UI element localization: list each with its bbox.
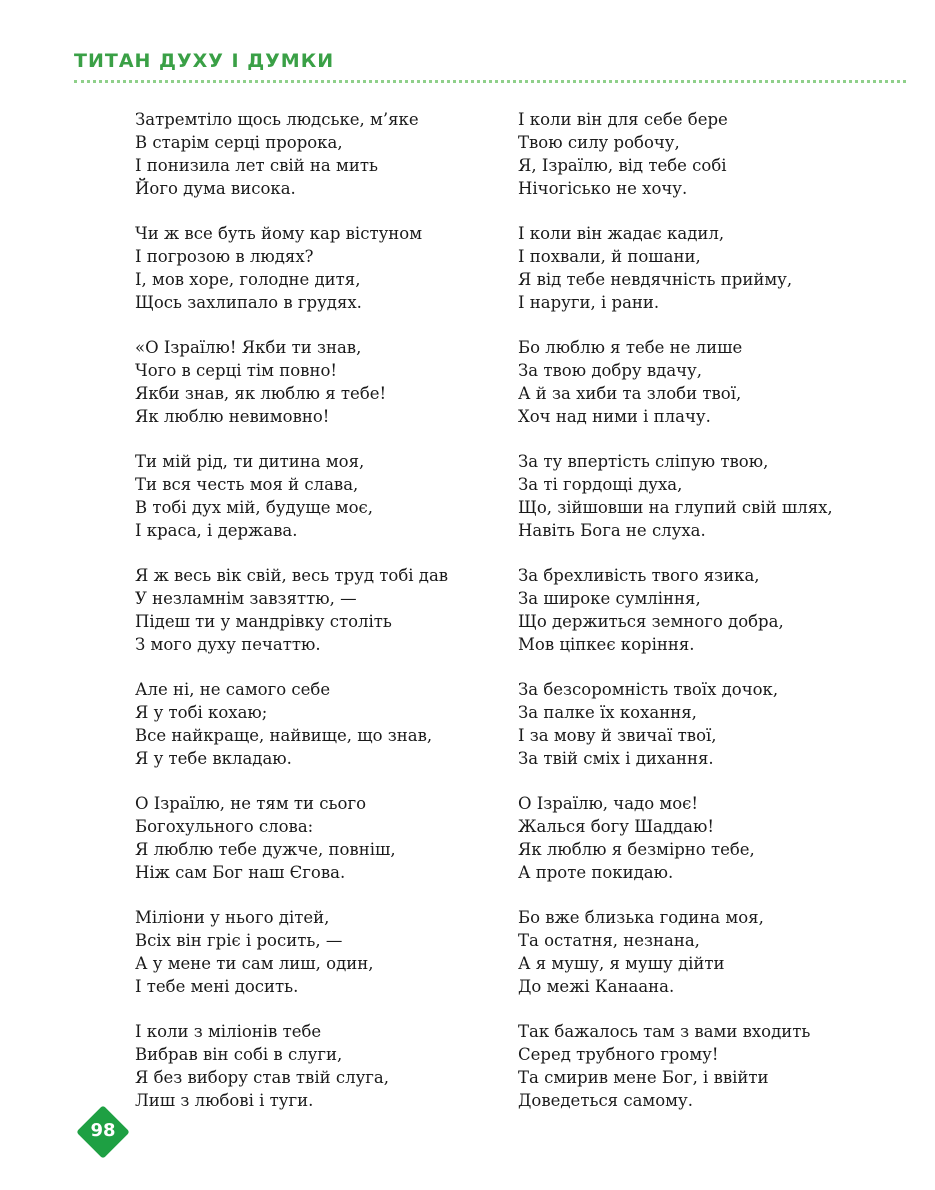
- running-header-title: ТИТАН ДУХУ І ДУМКИ: [74, 50, 335, 72]
- poem-line: Всіх він гріє і росить, —: [135, 931, 343, 950]
- poem-line: Я у тобі кохаю;: [135, 703, 268, 722]
- poem-line: Як люблю я безмірно тебе,: [518, 840, 755, 859]
- poem-line: Я, Ізраїлю, від тебе собі: [518, 156, 727, 175]
- poem-line: І наруги, і рани.: [518, 293, 660, 312]
- poem-line: Так бажалось там з вами входить: [518, 1022, 811, 1041]
- poem-line: За твою добру вдачу,: [518, 361, 703, 380]
- poem-line: Ти вся честь моя й слава,: [135, 475, 359, 494]
- poem-line: Чи ж все буть йому кар вістуном: [135, 224, 423, 243]
- poem-line: В старім серці пророка,: [135, 133, 343, 152]
- poem-line: Його дума висока.: [135, 179, 296, 198]
- poem-line: Бо вже близька година моя,: [518, 908, 764, 927]
- poem-line: За ті гордощі духа,: [518, 475, 683, 494]
- poem-line: До межі Канаана.: [518, 977, 675, 996]
- poem-line: І похвали, й пошани,: [518, 247, 701, 266]
- poem-line: Ти мій рід, ти дитина моя,: [135, 452, 365, 471]
- poem-line: І погрозою в людях?: [135, 247, 314, 266]
- poem-line: І за мову й звичаї твої,: [518, 726, 717, 745]
- poem-line: За твій сміх і дихання.: [518, 749, 714, 768]
- poem-line: Ніж сам Бог наш Єгова.: [135, 863, 346, 882]
- poem-column-right: [518, 108, 918, 1134]
- stanza: [135, 222, 505, 314]
- poem-line: За широке сумління,: [518, 589, 701, 608]
- stanza: [518, 336, 918, 428]
- poem-line: Вибрав він собі в слуги,: [135, 1045, 343, 1064]
- poem-line: За брехливість твого язика,: [518, 566, 760, 585]
- poem-line: А й за хиби та злоби твої,: [518, 384, 742, 403]
- poem-line: Я від тебе невдячність прийму,: [518, 270, 793, 289]
- poem-line: І краса, і держава.: [135, 521, 298, 540]
- poem-line: О Ізраїлю, чадо моє!: [518, 794, 699, 813]
- stanza: [135, 108, 505, 200]
- stanza: [518, 108, 918, 200]
- header-dotted-divider: [74, 80, 906, 83]
- poem-line: А проте покидаю.: [518, 863, 674, 882]
- poem-line: Як люблю невимовно!: [135, 407, 330, 426]
- stanza: [518, 450, 918, 542]
- poem-line: Чого в серці тім повно!: [135, 361, 338, 380]
- stanza: [135, 1020, 505, 1112]
- poem-line: Бо люблю я тебе не лише: [518, 338, 743, 357]
- stanza: [135, 792, 505, 884]
- poem-line: І коли він жадає кадил,: [518, 224, 725, 243]
- poem-line: Якби знав, як люблю я тебе!: [135, 384, 387, 403]
- poem-line: Мов ціпкеє коріння.: [518, 635, 695, 654]
- stanza: [518, 678, 918, 770]
- poem-line: Я ж весь вік свій, весь труд тобі дав: [135, 566, 449, 585]
- poem-line: Навіть Бога не слуха.: [518, 521, 706, 540]
- poem-line: О Ізраїлю, не тям ти сього: [135, 794, 367, 813]
- poem-line: Лиш з любові і туги.: [135, 1091, 314, 1110]
- poem-column-left: [135, 108, 505, 1134]
- poem-line: Та остатня, незнана,: [518, 931, 700, 950]
- poem-line: За палке їх кохання,: [518, 703, 697, 722]
- poem-line: Твою силу робочу,: [518, 133, 680, 152]
- stanza: [135, 678, 505, 770]
- poem-line: Богохульного слова:: [135, 817, 314, 836]
- poem-line: Я у тебе вкладаю.: [135, 749, 292, 768]
- poem-line: Щось захлипало в грудях.: [135, 293, 362, 312]
- poem-line: Що, зійшовши на глупий свій шлях,: [518, 498, 833, 517]
- poem-line: А я мушу, я мушу дійти: [518, 954, 725, 973]
- poem-line: Хоч над ними і плачу.: [518, 407, 711, 426]
- poem-line: За ту впертість сліпую твою,: [518, 452, 769, 471]
- poem-line: У незламнім завзяттю, —: [135, 589, 357, 608]
- poem-line: Серед трубного грому!: [518, 1045, 719, 1064]
- poem-line: Та смирив мене Бог, і ввійти: [518, 1068, 769, 1087]
- stanza: [135, 564, 505, 656]
- poem-line: І, мов хоре, голодне дитя,: [135, 270, 361, 289]
- page-number: 98: [90, 1120, 116, 1141]
- poem-line: Я люблю тебе дужче, повніш,: [135, 840, 396, 859]
- stanza: [135, 450, 505, 542]
- stanza: [518, 564, 918, 656]
- poem-line: Затремтіло щось людське, м’яке: [135, 110, 419, 129]
- poem-line: Але ні, не самого себе: [135, 680, 331, 699]
- stanza: [518, 906, 918, 998]
- poem-line: Я без вибору став твій слуга,: [135, 1068, 390, 1087]
- poem-line: І коли з міліонів тебе: [135, 1022, 322, 1041]
- page-number-badge: [76, 1105, 130, 1159]
- poem-line: А у мене ти сам лиш, один,: [135, 954, 374, 973]
- stanza: [518, 1020, 918, 1112]
- poem-line: «О Ізраїлю! Якби ти знав,: [135, 338, 362, 357]
- stanza: [135, 906, 505, 998]
- poem-line: Жалься богу Шаддаю!: [518, 817, 715, 836]
- poem-line: Доведеться самому.: [518, 1091, 693, 1110]
- poem-line: За безсоромність твоїх дочок,: [518, 680, 779, 699]
- poem-line: І понизила лет свій на мить: [135, 156, 378, 175]
- poem-line: В тобі дух мій, будуще моє,: [135, 498, 374, 517]
- stanza: [518, 222, 918, 314]
- poem-line: І тебе мені досить.: [135, 977, 299, 996]
- poem-line: Міліони у нього дітей,: [135, 908, 330, 927]
- poem-line: З мого духу печаттю.: [135, 635, 321, 654]
- stanza: [135, 336, 505, 428]
- poem-line: І коли він для себе бере: [518, 110, 728, 129]
- stanza: [518, 792, 918, 884]
- poem-line: Що держиться земного добра,: [518, 612, 784, 631]
- poem-line: Підеш ти у мандрівку століть: [135, 612, 392, 631]
- poem-line: Нічогісько не хочу.: [518, 179, 688, 198]
- poem-line: Все найкраще, найвище, що знав,: [135, 726, 433, 745]
